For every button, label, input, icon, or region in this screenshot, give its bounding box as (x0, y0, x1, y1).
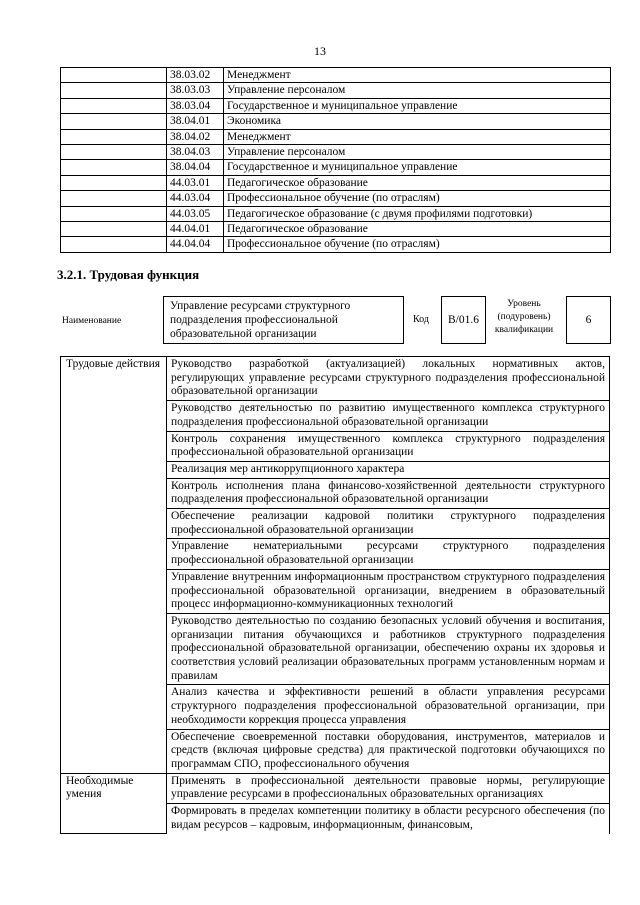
labor-action-item: Руководство деятельностью по созданию безопасных условий обучения и воспитания, организации питания обучающихся и работников структурного подразделения профессиональной образовательной организации, обеспечению охраны их здоровья и соответствия условий реализации образовательных программ установленным нормам и правилам (167, 613, 610, 685)
required-skill-item: Формировать в пределах компетенции политику в области ресурсного обеспечения (по видам ресурсов – кадровым, информационным, финансовым, (167, 804, 610, 834)
codes-blank-cell (61, 222, 167, 237)
codes-table-row (61, 83, 611, 98)
labor-action-item: Анализ качества и эффективности решений в области управления ресурсами структурного подразделения профессиональной образовательной организации, при необходимости коррекция процесса управления (167, 685, 610, 729)
labor-function-table (60, 356, 610, 834)
codes-table-row (61, 191, 611, 206)
function-code-box: B/01.6 (441, 296, 486, 344)
program-code-cell: 44.03.01 (167, 175, 224, 190)
program-name-cell: Педагогическое образование (с двумя профилями подготовки) (224, 206, 611, 221)
program-name-cell: Профессиональное обучение (по отраслям) (224, 191, 611, 206)
codes-table-row (61, 129, 611, 144)
codes-blank-cell (61, 145, 167, 160)
program-name-cell: Менеджмент (224, 129, 611, 144)
codes-blank-cell (61, 191, 167, 206)
program-code-cell: 38.04.01 (167, 114, 224, 129)
codes-blank-cell (61, 129, 167, 144)
program-name-cell: Профессиональное обучение (по отраслям) (224, 237, 611, 252)
codes-table-row (61, 98, 611, 113)
function-table-row (61, 357, 610, 401)
labor-action-item: Руководство деятельностью по развитию имущественного комплекса структурного подразделения профессиональной образовательной организации (167, 401, 610, 431)
program-code-cell: 38.04.03 (167, 145, 224, 160)
codes-blank-cell (61, 83, 167, 98)
labor-action-item: Обеспечение реализации кадровой политики структурного подразделения профессиональной образовательной организации (167, 509, 610, 539)
labor-action-item: Контроль исполнения плана финансово-хозяйственной деятельности структурного подразделения профессиональной образовательной организации (167, 478, 610, 508)
codes-blank-cell (61, 237, 167, 252)
codes-blank-cell (61, 98, 167, 113)
program-name-cell: Экономика (224, 114, 611, 129)
program-code-cell: 38.03.03 (167, 83, 224, 98)
program-name-cell: Государственное и муниципальное управление (224, 98, 611, 113)
program-name-cell: Педагогическое образование (224, 175, 611, 190)
program-name-cell: Менеджмент (224, 68, 611, 83)
codes-table-row (61, 222, 611, 237)
codes-table-row (61, 160, 611, 175)
program-code-cell: 44.03.04 (167, 191, 224, 206)
program-name-cell: Управление персоналом (224, 145, 611, 160)
education-codes-table (60, 67, 611, 253)
program-code-cell: 44.04.04 (167, 237, 224, 252)
program-code-cell: 38.03.02 (167, 68, 224, 83)
required-skill-item: Применять в профессиональной деятельности правовые нормы, регулирующие управление ресурсами в профессиональных образовательных организациях (167, 773, 610, 803)
codes-blank-cell (61, 160, 167, 175)
program-name-cell: Управление персоналом (224, 83, 611, 98)
codes-table-row (61, 237, 611, 252)
labor-actions-label: Трудовые действия (61, 357, 167, 774)
name-label: Наименование (62, 316, 122, 326)
level-value-box: 6 (566, 296, 611, 344)
page-number: 13 (314, 44, 326, 58)
program-code-cell: 38.04.04 (167, 160, 224, 175)
program-code-cell: 44.03.05 (167, 206, 224, 221)
program-code-cell: 44.04.01 (167, 222, 224, 237)
program-code-cell: 38.03.04 (167, 98, 224, 113)
codes-blank-cell (61, 68, 167, 83)
codes-table-row (61, 145, 611, 160)
function-table-row (61, 773, 610, 803)
codes-table-row (61, 114, 611, 129)
codes-table-row (61, 175, 611, 190)
required-skills-label: Необходимые умения (61, 773, 167, 833)
program-name-cell: Государственное и муниципальное управление (224, 160, 611, 175)
codes-blank-cell (61, 175, 167, 190)
level-label: Уровень (подуровень) квалификации (494, 299, 554, 335)
code-label: Код (413, 314, 429, 325)
codes-table-row (61, 68, 611, 83)
codes-blank-cell (61, 206, 167, 221)
program-name-cell: Педагогическое образование (224, 222, 611, 237)
program-code-cell: 38.04.02 (167, 129, 224, 144)
function-name-box: Управление ресурсами структурного подразделения профессиональной образовательной организации (163, 296, 404, 344)
codes-table-row (61, 206, 611, 221)
labor-action-item: Управление нематериальными ресурсами структурного подразделения профессиональной образовательной организации (167, 539, 610, 569)
labor-action-item: Контроль сохранения имущественного комплекса структурного подразделения профессиональной образовательной организации (167, 431, 610, 461)
labor-action-item: Обеспечение своевременной поставки оборудования, инструментов, материалов и средств (включая цифровые средства) для практической подготовки обучающихся по программам СПО, профессионального обучения (167, 729, 610, 773)
section-heading: 3.2.1. Трудовая функция (57, 267, 200, 282)
codes-blank-cell (61, 114, 167, 129)
labor-action-item: Руководство разработкой (актуализацией) локальных нормативных актов, регулирующих управление ресурсами структурного подразделения профессиональной образовательной организации (167, 357, 610, 401)
labor-action-item: Реализация мер антикоррупционного характера (167, 461, 610, 478)
labor-action-item: Управление внутренним информационным пространством структурного подразделения профессиональной образовательной организации, внедрением в образовательный процесс информационно-коммуникационных технологий (167, 569, 610, 613)
